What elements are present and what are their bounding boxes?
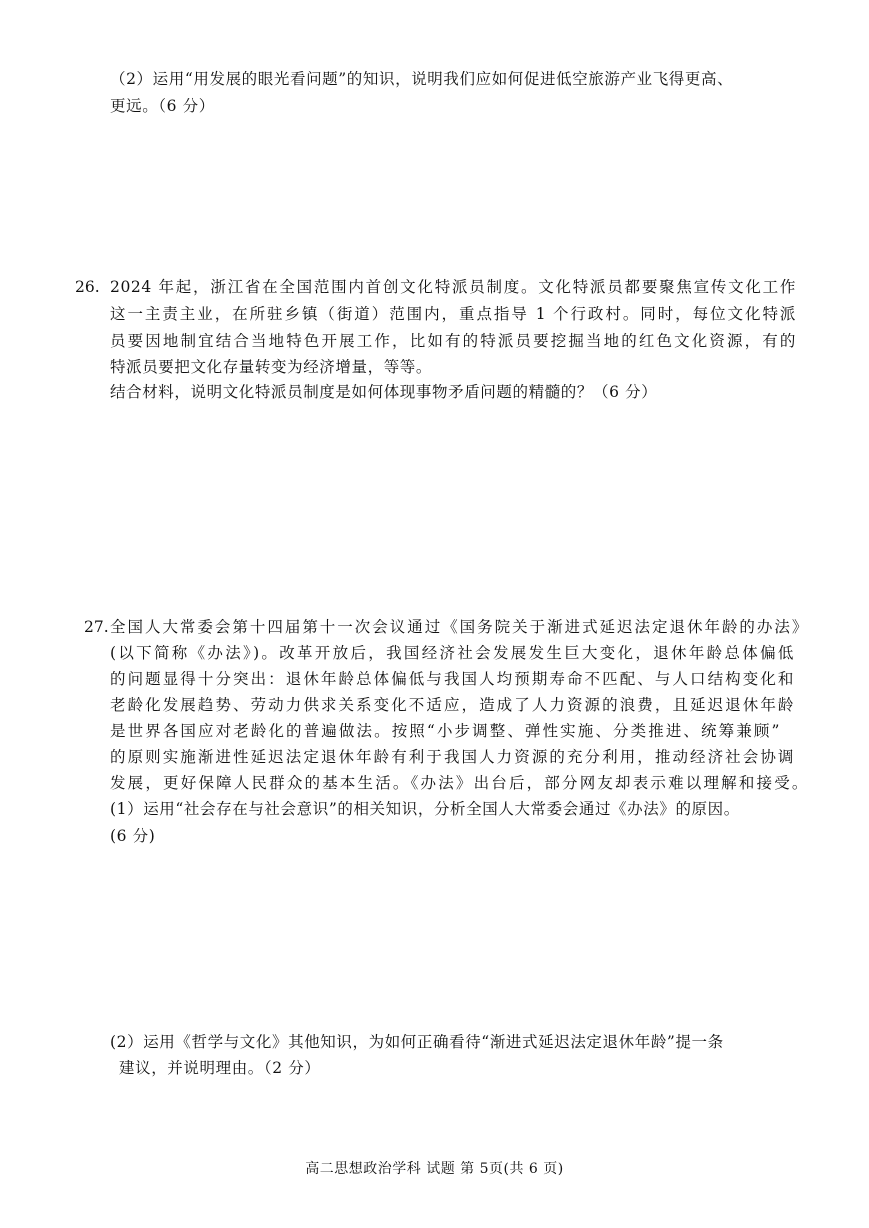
q25-part2-line-2: 更远。（6 分） [110, 97, 215, 115]
q27-material-line-7: 发展，更好保障人民群众的基本生活。《办法》出台后，部分网友却表示难以理解和接受。 [110, 774, 808, 792]
page-footer: 高二思想政治学科 试题 第 5页(共 6 页) [305, 1161, 564, 1177]
q27-number: 27. [84, 618, 109, 636]
q27-part1-line-1: (1）运用“社会存在与社会意识”的相关知识，分析全国人大常委会通过《办法》的原因。 [110, 800, 740, 818]
q26-material-line-3: 员要因地制宜结合当地特色开展工作，比如有的特派员要挖掘当地的红色文化资源，有的 [110, 332, 796, 350]
q27-material-line-1: 全国人大常委会第十四届第十一次会议通过《国务院关于渐进式延迟法定退休年龄的办法》 [110, 618, 808, 636]
q27-part1-line-2: (6 分) [110, 827, 156, 845]
q27-material-line-5: 是世界各国应对老龄化的普遍做法。按照“小步调整、弹性实施、分类推进、统筹兼顾” [110, 722, 780, 740]
q27-material-line-2: (以下简称《办法》)。改革开放后，我国经济社会发展发生巨大变化，退休年龄总体偏低 [110, 644, 794, 662]
q26-material-line-4: 特派员要把文化存量转变为经济增量，等等。 [110, 358, 433, 376]
q27-material-line-4: 老龄化发展趋势、劳动力供求关系变化不适应，造成了人力资源的浪费，且延迟退休年龄 [110, 696, 794, 714]
q26-material-line-2: 这一主责主业，在所驻乡镇（街道）范围内，重点指导 1 个行政村。同时，每位文化特派 [110, 305, 796, 323]
q27-material-line-6: 的原则实施渐进性延迟法定退休年龄有利于我国人力资源的充分利用，推动经济社会协调 [110, 748, 794, 766]
q27-part2-line-2: 建议，并说明理由。（2 分） [119, 1059, 321, 1077]
q27-part2-line-1: (2）运用《哲学与文化》其他知识，为如何正确看待“渐进式延迟法定退休年龄”提一条 [110, 1033, 724, 1051]
q26-material-line-1: 2024 年起，浙江省在全国范围内首创文化特派员制度。文化特派员都要聚焦宣传文化工作 [110, 278, 796, 296]
q26-question: 结合材料，说明文化特派员制度是如何体现事物矛盾问题的精髓的？（6 分） [110, 383, 658, 401]
q25-part2-line-1: （2）运用“用发展的眼光看问题”的知识，说明我们应如何促进低空旅游产业飞得更高、 [110, 70, 734, 88]
q26-number: 26. [75, 278, 100, 296]
q27-material-line-3: 的问题显得十分突出：退休年龄总体偏低与我国人均预期寿命不匹配、与人口结构变化和 [110, 670, 794, 688]
